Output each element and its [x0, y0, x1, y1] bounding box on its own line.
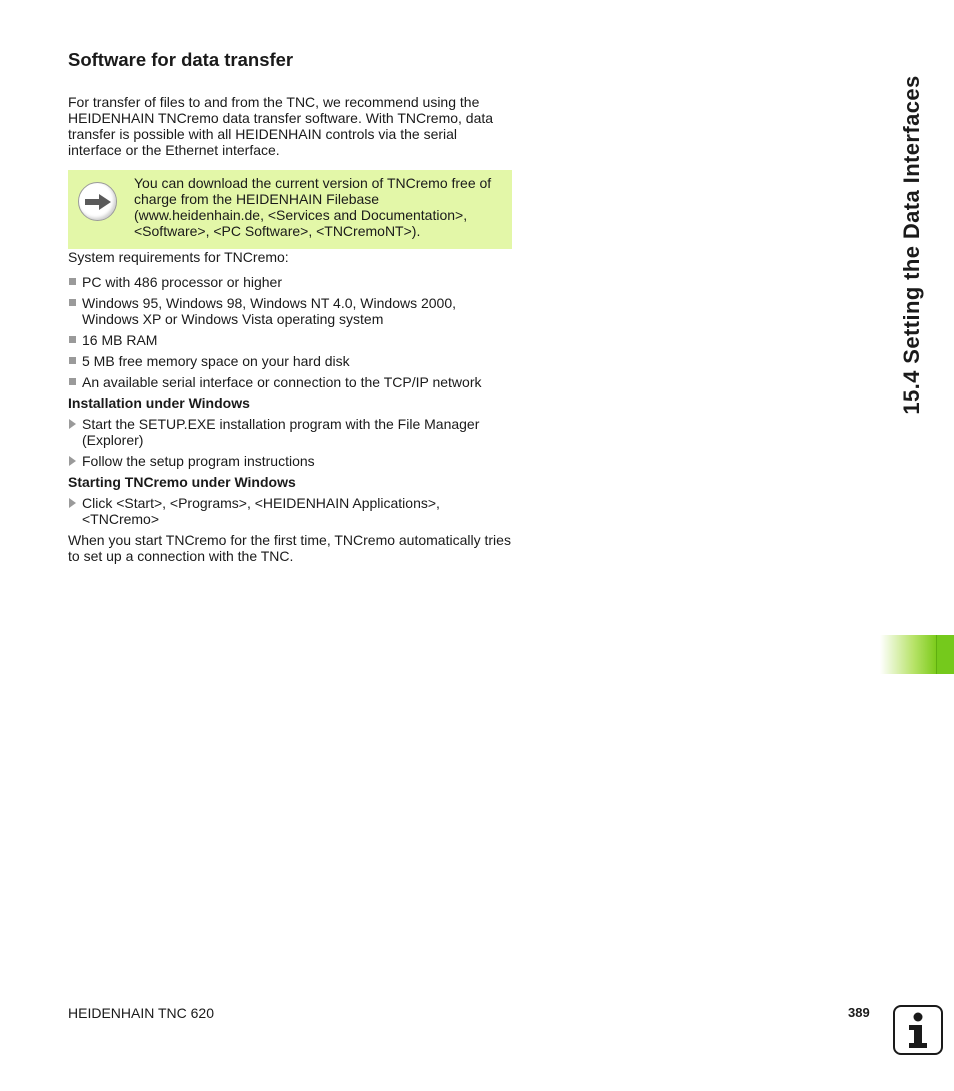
- intro-paragraph: For transfer of files to and from the TNC, we recommend using the HEIDENHAIN TNCremo data transfer software. With TNCremo, data transfer is possible with all HEIDENHAIN controls via the serial interface or the Ethernet interface.: [68, 94, 494, 158]
- triangle-bullet-icon: [69, 419, 76, 429]
- square-bullet-icon: [69, 299, 76, 306]
- side-chapter-heading: 15.4 Setting the Data Interfaces: [899, 75, 924, 415]
- square-bullet-icon: [69, 278, 76, 285]
- arrow-right-icon: [78, 182, 117, 221]
- square-bullet-icon: [69, 357, 76, 364]
- info-icon: [893, 1005, 943, 1055]
- installation-title: Installation under Windows: [68, 395, 250, 411]
- square-bullet-icon: [69, 378, 76, 385]
- list-item: Click <Start>, <Programs>, <HEIDENHAIN Applications>, <TNCremo>: [68, 495, 512, 527]
- chapter-tab-edge: [936, 635, 954, 674]
- list-item: 5 MB free memory space on your hard disk: [68, 353, 512, 369]
- list-item: Windows 95, Windows 98, Windows NT 4.0, Windows 2000, Windows XP or Windows Vista operating system: [68, 295, 512, 327]
- starting-steps: [68, 495, 512, 527]
- chapter-tab: [880, 635, 954, 674]
- page-number: 389: [848, 1005, 870, 1020]
- list-item: PC with 486 processor or higher: [68, 274, 512, 290]
- installation-steps: [68, 416, 512, 469]
- triangle-bullet-icon: [69, 498, 76, 508]
- square-bullet-icon: [69, 336, 76, 343]
- triangle-bullet-icon: [69, 456, 76, 466]
- note-box: [68, 170, 512, 249]
- list-item: Start the SETUP.EXE installation program with the File Manager (Explorer): [68, 416, 512, 448]
- starting-title: Starting TNCremo under Windows: [68, 474, 296, 490]
- list-item: 16 MB RAM: [68, 332, 512, 348]
- list-item: An available serial interface or connection to the TCP/IP network: [68, 374, 512, 390]
- section-title: Software for data transfer: [68, 49, 294, 70]
- requirements-list: [68, 274, 512, 390]
- page-content: [68, 48, 512, 564]
- note-text: You can download the current version of TNCremo free of charge from the HEIDENHAIN Filebase (www.heidenhain.de, <Services and Documentation>, <Software>, <PC Software>, <TNCremoNT>).: [134, 175, 492, 239]
- closing-paragraph: When you start TNCremo for the first time, TNCremo automatically tries to set up a connection with the TNC.: [68, 532, 511, 564]
- requirements-intro: System requirements for TNCremo:: [68, 249, 289, 265]
- footer-manual-name: HEIDENHAIN TNC 620: [68, 1005, 215, 1021]
- list-item: Follow the setup program instructions: [68, 453, 512, 469]
